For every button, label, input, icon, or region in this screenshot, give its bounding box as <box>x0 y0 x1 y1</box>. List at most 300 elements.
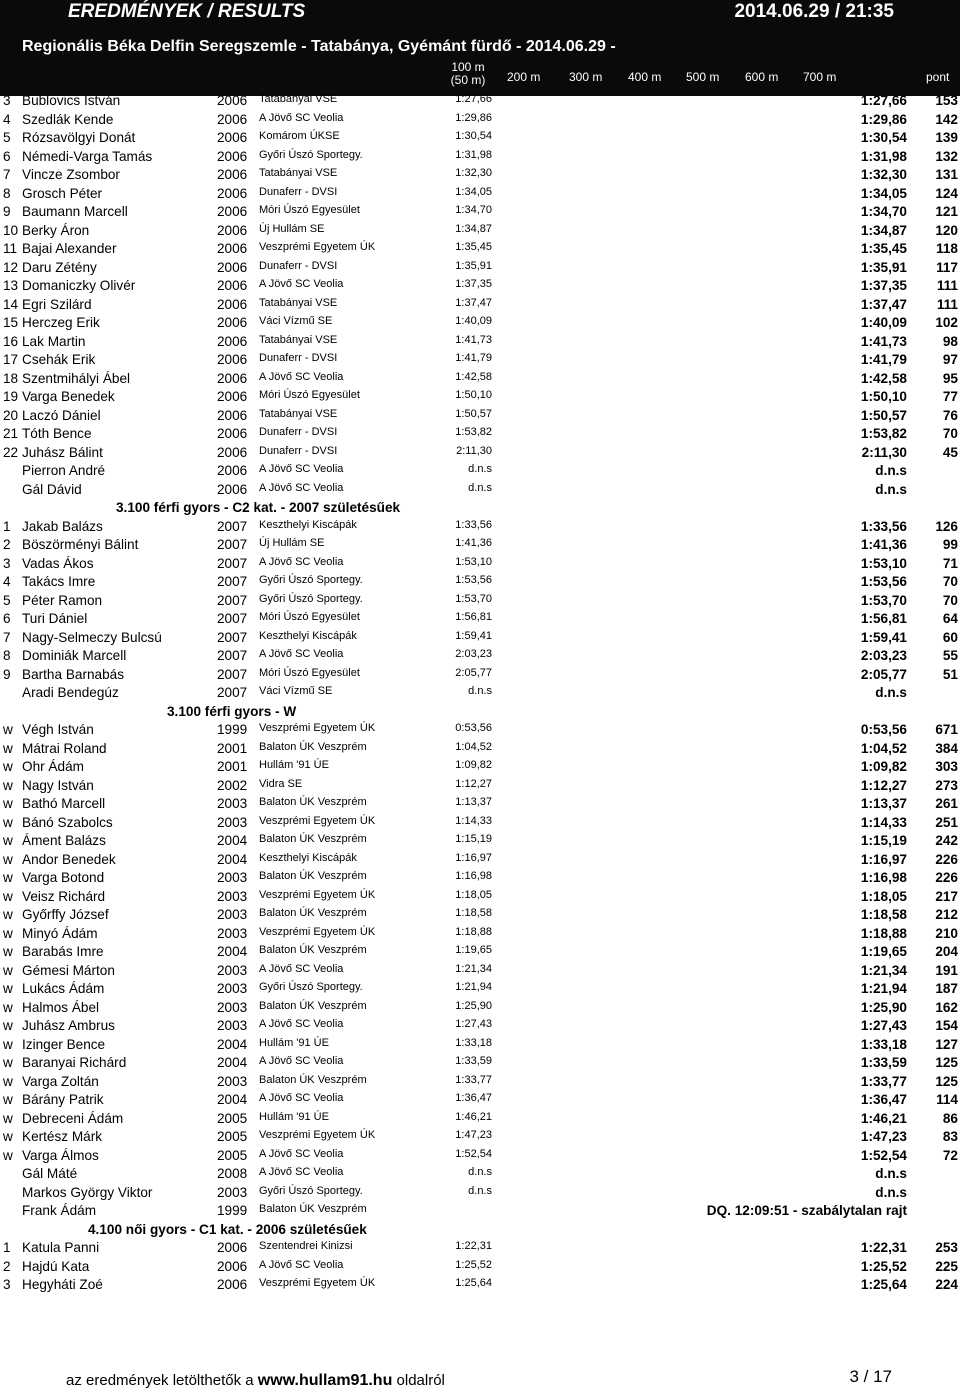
swimmer-name: Markos György Viktor <box>22 1184 153 1200</box>
club-name: Balaton ÚK Veszprém <box>259 870 367 882</box>
final-time: 1:25,64 <box>860 1277 907 1292</box>
birth-year: 2007 <box>217 648 248 663</box>
club-name: Szentendrei Kinizsi <box>259 1240 353 1252</box>
final-time: d.n.s <box>875 481 907 497</box>
birth-year: 2007 <box>217 574 248 589</box>
club-name: A Jövő SC Veolia <box>259 1092 344 1104</box>
final-time: 1:09,82 <box>860 759 907 774</box>
birth-year: 2003 <box>217 925 248 941</box>
birth-year: 2006 <box>217 222 248 238</box>
results-list <box>0 92 960 1295</box>
swimmer-name: Turi Dániel <box>22 611 88 626</box>
birth-year: 2006 <box>217 481 248 497</box>
club-name: Tatabányai VSE <box>259 93 338 105</box>
rank-cell: 7 <box>3 167 11 182</box>
final-time: 1:47,23 <box>860 1129 907 1144</box>
club-name: Veszprémi Egyetem ÚK <box>259 1277 376 1289</box>
birth-year: 2008 <box>217 1166 248 1181</box>
final-time: 1:53,10 <box>860 555 907 571</box>
birth-year: 2004 <box>217 833 248 848</box>
split-100m: 1:16,97 <box>455 851 492 864</box>
final-time: 1:25,90 <box>860 999 907 1015</box>
final-time: 1:34,05 <box>860 185 907 201</box>
points-cell: 384 <box>935 740 958 756</box>
final-time: 1:37,35 <box>860 278 907 293</box>
final-time: 1:21,94 <box>860 981 907 996</box>
rank-cell: 14 <box>3 296 19 312</box>
split-100m: 1:40,09 <box>455 315 492 327</box>
result-row <box>0 1202 960 1221</box>
swimmer-name: Szedlák Kende <box>22 111 114 127</box>
rank-cell: w <box>3 870 13 885</box>
final-time: 1:59,41 <box>860 629 907 645</box>
split-100m: 1:42,58 <box>455 370 492 383</box>
points-cell: 273 <box>935 777 958 793</box>
birth-year: 2007 <box>217 685 248 700</box>
split-100m: d.n.s <box>468 481 492 494</box>
birth-year: 2006 <box>217 1240 248 1255</box>
swimmer-name: Minyó Ádám <box>22 925 98 941</box>
club-name: A Jövő SC Veolia <box>259 962 344 975</box>
rank-cell: 20 <box>3 407 19 423</box>
points-cell: 126 <box>935 518 958 534</box>
swimmer-name: Andor Benedek <box>22 851 116 867</box>
event-section-heading <box>0 703 960 722</box>
result-row <box>0 351 960 370</box>
birth-year: 2003 <box>217 907 248 922</box>
result-row <box>0 240 960 259</box>
birth-year: 2006 <box>217 426 248 441</box>
rank-cell: w <box>3 1129 13 1144</box>
rank-cell: w <box>3 814 13 830</box>
club-name: Tatabányai VSE <box>259 333 338 346</box>
points-cell: 77 <box>942 389 958 404</box>
final-time: 1:33,56 <box>860 518 907 534</box>
result-row <box>0 1165 960 1184</box>
final-time: 1:41,36 <box>860 537 907 552</box>
club-name: Győri Úszó Sportegy. <box>259 981 363 993</box>
club-name: Balaton ÚK Veszprém <box>259 1203 367 1215</box>
points-cell: 226 <box>935 851 958 867</box>
points-cell: 121 <box>935 204 958 219</box>
points-cell: 86 <box>942 1110 958 1126</box>
points-cell: 251 <box>935 814 958 830</box>
club-name: Keszthelyi Kiscápák <box>259 851 357 864</box>
club-name: Győri Úszó Sportegy. <box>259 1184 363 1197</box>
points-cell: 125 <box>935 1073 958 1089</box>
result-row <box>0 481 960 500</box>
birth-year: 2006 <box>217 148 248 164</box>
result-row <box>0 203 960 222</box>
rank-cell: 21 <box>3 426 19 441</box>
split-100m: 1:46,21 <box>455 1110 492 1123</box>
rank-cell: w <box>3 1092 13 1107</box>
points-cell: 191 <box>935 962 958 978</box>
rank-cell: 8 <box>3 185 11 201</box>
club-name: Dunaferr - DVSI <box>259 352 338 364</box>
final-time: 1:40,09 <box>860 315 907 330</box>
club-name: Veszprémi Egyetem ÚK <box>259 1129 376 1141</box>
split-100m: 1:09,82 <box>455 759 492 771</box>
club-name: Keszthelyi Kiscápák <box>259 518 357 531</box>
final-time: 1:53,56 <box>860 574 907 589</box>
result-row <box>0 851 960 870</box>
final-time: 1:18,05 <box>860 888 907 904</box>
final-time: 1:31,98 <box>860 148 907 164</box>
points-cell: 303 <box>935 759 958 774</box>
rank-cell: w <box>3 1110 13 1126</box>
club-name: Komárom ÚKSE <box>259 130 340 142</box>
split-100m: 1:37,47 <box>455 296 492 309</box>
split-100m: 1:33,18 <box>455 1036 492 1049</box>
final-time: 0:53,56 <box>860 722 907 737</box>
birth-year: 2003 <box>217 962 248 978</box>
rank-cell: 6 <box>3 148 11 164</box>
split-100m: 1:50,10 <box>455 389 492 401</box>
birth-year: 2002 <box>217 777 248 793</box>
swimmer-name: Rózsavölgyi Donát <box>22 130 136 145</box>
result-row <box>0 1258 960 1277</box>
club-name: Hullám '91 ÚE <box>259 1110 329 1123</box>
rank-cell: 16 <box>3 333 19 349</box>
final-time: 1:56,81 <box>860 611 907 626</box>
split-100m: 1:15,19 <box>455 833 492 845</box>
split-100m: 1:52,54 <box>455 1147 492 1160</box>
final-time: 1:37,47 <box>860 296 907 312</box>
points-cell: 117 <box>936 259 958 275</box>
result-row <box>0 370 960 389</box>
club-name: Móri Úszó Egyesület <box>259 611 360 623</box>
website-link[interactable]: www.hullam91.hu <box>257 1372 393 1389</box>
birth-year: 2005 <box>217 1147 248 1163</box>
rank-cell: w <box>3 925 13 941</box>
points-cell: 204 <box>935 944 958 959</box>
swimmer-name: Dominiák Marcell <box>22 648 127 663</box>
birth-year: 2007 <box>217 537 248 552</box>
rank-cell: w <box>3 962 13 978</box>
result-row <box>0 888 960 907</box>
points-cell: 162 <box>935 999 958 1015</box>
birth-year: 2006 <box>217 278 248 293</box>
birth-year: 2005 <box>217 1129 248 1144</box>
swimmer-name: Domaniczky Olivér <box>22 278 136 293</box>
swimmer-name: Győrffy József <box>22 907 109 922</box>
points-cell: 242 <box>935 833 958 848</box>
final-time: 1:52,54 <box>860 1147 907 1163</box>
birth-year: 2007 <box>217 611 248 626</box>
points-cell: 153 <box>935 93 958 108</box>
final-time: 1:13,37 <box>860 796 907 811</box>
club-name: A Jövő SC Veolia <box>259 370 344 383</box>
swimmer-name: Herczeg Erik <box>22 315 100 330</box>
points-cell: 212 <box>935 907 958 922</box>
split-100m: 1:30,54 <box>455 130 492 142</box>
split-100m: 1:27,43 <box>455 1018 492 1030</box>
rank-cell: 17 <box>3 352 19 367</box>
swimmer-name: Izinger Bence <box>22 1036 106 1052</box>
club-name: Balaton ÚK Veszprém <box>259 740 367 753</box>
club-name: A Jövő SC Veolia <box>259 111 344 124</box>
final-time: 1:53,82 <box>860 426 907 441</box>
final-time: 1:27,66 <box>860 93 907 108</box>
result-row <box>0 1073 960 1092</box>
birth-year: 2006 <box>217 315 248 330</box>
top-bar <box>0 0 960 28</box>
birth-year: 2004 <box>217 1092 248 1107</box>
rank-cell: 4 <box>3 111 11 127</box>
result-row <box>0 555 960 574</box>
birth-year: 2006 <box>217 204 248 219</box>
club-name: Tatabányai VSE <box>259 296 338 309</box>
swimmer-name: Juhász Ambrus <box>22 1018 115 1033</box>
column-header-50m-label: (50 m) <box>450 73 486 87</box>
final-time: 1:35,45 <box>860 241 907 256</box>
final-time: 1:32,30 <box>860 167 907 182</box>
split-100m: d.n.s <box>468 685 492 697</box>
points-cell: 83 <box>942 1129 958 1144</box>
birth-year: 2001 <box>217 740 248 756</box>
birth-year: 2006 <box>217 185 248 201</box>
result-row <box>0 647 960 666</box>
split-100m: 1:25,90 <box>455 999 492 1012</box>
result-row <box>0 148 960 167</box>
birth-year: 2004 <box>217 1036 248 1052</box>
split-100m: 1:59,41 <box>455 629 492 642</box>
split-100m: 1:53,70 <box>455 592 492 605</box>
swimmer-name: Aradi Bendegúz <box>22 685 119 700</box>
points-cell: 224 <box>935 1277 958 1292</box>
split-100m: 1:29,86 <box>455 111 492 124</box>
rank-cell: w <box>3 1036 13 1052</box>
points-cell: 118 <box>936 241 958 256</box>
split-100m: 1:41,73 <box>455 333 492 346</box>
split-100m: d.n.s <box>468 463 492 475</box>
final-time: 1:34,70 <box>860 204 907 219</box>
split-100m: 1:53,10 <box>455 555 492 568</box>
points-cell: 139 <box>935 130 958 145</box>
rank-cell: 3 <box>3 1277 11 1292</box>
birth-year: 2006 <box>217 463 248 478</box>
result-row <box>0 1184 960 1203</box>
club-name: Veszprémi Egyetem ÚK <box>259 925 376 938</box>
split-100m: d.n.s <box>468 1166 492 1178</box>
birth-year: 2003 <box>217 981 248 996</box>
result-row <box>0 1110 960 1129</box>
final-time: 1:46,21 <box>860 1110 907 1126</box>
rank-cell: w <box>3 722 13 737</box>
club-name: Balaton ÚK Veszprém <box>259 833 367 845</box>
result-row <box>0 444 960 463</box>
column-header-400m: 400 m <box>628 70 662 84</box>
result-row <box>0 259 960 278</box>
split-100m: 1:35,45 <box>455 241 492 253</box>
rank-cell: 13 <box>3 278 19 293</box>
swimmer-name: Bánó Szabolcs <box>22 814 113 830</box>
split-100m: 1:33,77 <box>455 1073 492 1086</box>
final-time: 2:03,23 <box>860 648 907 663</box>
points-cell: 71 <box>942 555 958 571</box>
footer-text-suffix: oldalról <box>396 1372 445 1389</box>
rank-cell: w <box>3 759 13 774</box>
club-name: Tatabányai VSE <box>259 407 338 420</box>
birth-year: 2006 <box>217 241 248 256</box>
birth-year: 2004 <box>217 1055 248 1070</box>
swimmer-name: Laczó Dániel <box>22 407 101 423</box>
birth-year: 2004 <box>217 944 248 959</box>
result-row <box>0 1128 960 1147</box>
split-100m: 1:18,88 <box>455 925 492 938</box>
birth-year: 2003 <box>217 999 248 1015</box>
rank-cell: 1 <box>3 518 11 534</box>
rank-cell: 15 <box>3 315 19 330</box>
result-row <box>0 999 960 1018</box>
split-100m: 1:47,23 <box>455 1129 492 1141</box>
result-row <box>0 795 960 814</box>
swimmer-name: Jakab Balázs <box>22 518 103 534</box>
rank-cell: w <box>3 888 13 904</box>
swimmer-name: Hegyháti Zoé <box>22 1277 103 1292</box>
club-name: Balaton ÚK Veszprém <box>259 944 367 956</box>
club-name: Veszprémi Egyetem ÚK <box>259 722 376 734</box>
column-header-100m <box>440 61 496 87</box>
final-time: 1:50,57 <box>860 407 907 423</box>
club-name: A Jövő SC Veolia <box>259 555 344 568</box>
points-cell: 226 <box>935 870 958 885</box>
final-time: 1:22,31 <box>860 1240 907 1255</box>
result-row <box>0 980 960 999</box>
header-band <box>0 28 960 96</box>
result-row <box>0 92 960 111</box>
rank-cell: 5 <box>3 592 11 608</box>
result-row <box>0 943 960 962</box>
club-name: Győri Úszó Sportegy. <box>259 574 363 586</box>
points-cell: 127 <box>935 1036 958 1052</box>
final-time: 1:04,52 <box>860 740 907 756</box>
birth-year: 2007 <box>217 555 248 571</box>
swimmer-name: Mátrai Roland <box>22 740 107 756</box>
final-time: 1:33,18 <box>860 1036 907 1052</box>
final-time: 1:16,97 <box>860 851 907 867</box>
points-cell: 95 <box>942 370 958 386</box>
points-cell: 70 <box>942 426 958 441</box>
final-time: d.n.s <box>875 1184 907 1200</box>
split-100m: 1:31,98 <box>455 148 492 161</box>
swimmer-name: Gémesi Márton <box>22 962 115 978</box>
swimmer-name: Daru Zétény <box>22 259 97 275</box>
final-time: 1:30,54 <box>860 130 907 145</box>
birth-year: 2004 <box>217 851 248 867</box>
result-row <box>0 314 960 333</box>
rank-cell: w <box>3 999 13 1015</box>
points-cell: 261 <box>935 796 958 811</box>
final-time: 2:11,30 <box>861 444 907 460</box>
points-cell: 98 <box>942 333 958 349</box>
rank-cell: 12 <box>3 259 19 275</box>
swimmer-name: Vadas Ákos <box>22 555 94 571</box>
swimmer-name: Bárány Patrik <box>22 1092 104 1107</box>
final-time: 1:35,91 <box>860 259 907 275</box>
result-row <box>0 962 960 981</box>
club-name: A Jövő SC Veolia <box>259 648 344 660</box>
final-time: 1:12,27 <box>860 777 907 793</box>
split-100m: 1:36,47 <box>455 1092 492 1104</box>
result-row <box>0 1276 960 1295</box>
points-cell: 187 <box>935 981 958 996</box>
rank-cell: 22 <box>3 444 19 460</box>
result-row <box>0 629 960 648</box>
split-100m: d.n.s <box>468 1184 492 1197</box>
result-row <box>0 1239 960 1258</box>
split-100m: 1:53,82 <box>455 426 492 438</box>
club-name: Móri Úszó Egyesület <box>259 666 360 679</box>
birth-year: 2006 <box>217 1277 248 1292</box>
result-row <box>0 296 960 315</box>
final-time: 1:41,79 <box>860 352 907 367</box>
birth-year: 2006 <box>217 407 248 423</box>
split-100m: 1:18,58 <box>455 907 492 919</box>
swimmer-name: Bajai Alexander <box>22 241 117 256</box>
split-100m: 1:27,66 <box>455 93 492 105</box>
birth-year: 2003 <box>217 1184 248 1200</box>
points-cell: 154 <box>935 1018 958 1033</box>
birth-year: 2006 <box>217 259 248 275</box>
birth-year: 2003 <box>217 870 248 885</box>
swimmer-name: Baranyai Richárd <box>22 1055 127 1070</box>
split-100m: 1:41,79 <box>455 352 492 364</box>
club-name: Hullám '91 ÚE <box>259 1036 329 1049</box>
split-100m: 1:34,70 <box>455 204 492 216</box>
club-name: A Jövő SC Veolia <box>259 1147 344 1160</box>
final-time: 1:33,59 <box>860 1055 907 1070</box>
split-100m: 1:22,31 <box>455 1240 492 1252</box>
points-cell: 125 <box>935 1055 958 1070</box>
swimmer-name: Varga Botond <box>22 870 105 885</box>
final-time: 1:19,65 <box>860 944 907 959</box>
result-row <box>0 111 960 130</box>
final-time: d.n.s <box>875 685 907 700</box>
report-datetime: 2014.06.29 / 21:35 <box>734 1 894 22</box>
rank-cell: 2 <box>3 1258 11 1274</box>
points-cell: 142 <box>935 111 958 127</box>
birth-year: 2006 <box>217 130 248 145</box>
column-header-600m: 600 m <box>745 70 779 84</box>
split-100m: 1:16,98 <box>455 870 492 882</box>
final-time: 1:27,43 <box>860 1018 907 1033</box>
swimmer-name: Böszörményi Bálint <box>22 537 139 552</box>
result-row <box>0 277 960 296</box>
club-name: Dunaferr - DVSI <box>259 426 338 438</box>
swimmer-name: Bublovics István <box>22 93 121 108</box>
final-time: 1:34,87 <box>860 222 907 238</box>
club-name: Váci Vízmű SE <box>259 685 333 697</box>
swimmer-name: Nagy István <box>22 777 94 793</box>
competition-title: Regionális Béka Delfin Seregszemle - Tatabánya, Gyémánt fürdő - 2014.06.29 - <box>22 38 616 55</box>
points-cell: 64 <box>942 611 958 626</box>
split-100m: 2:03,23 <box>455 648 492 660</box>
points-cell: 210 <box>935 925 958 941</box>
result-row <box>0 592 960 611</box>
rank-cell: w <box>3 1055 13 1070</box>
split-100m: 1:34,05 <box>455 185 492 198</box>
result-row <box>0 129 960 148</box>
club-name: A Jövő SC Veolia <box>259 1055 344 1067</box>
club-name: Balaton ÚK Veszprém <box>259 1073 367 1086</box>
swimmer-name: Szentmihályi Ábel <box>22 370 131 386</box>
points-cell: 111 <box>936 296 958 312</box>
result-row <box>0 462 960 481</box>
club-name: Győri Úszó Sportegy. <box>259 592 363 605</box>
rank-cell: w <box>3 907 13 922</box>
